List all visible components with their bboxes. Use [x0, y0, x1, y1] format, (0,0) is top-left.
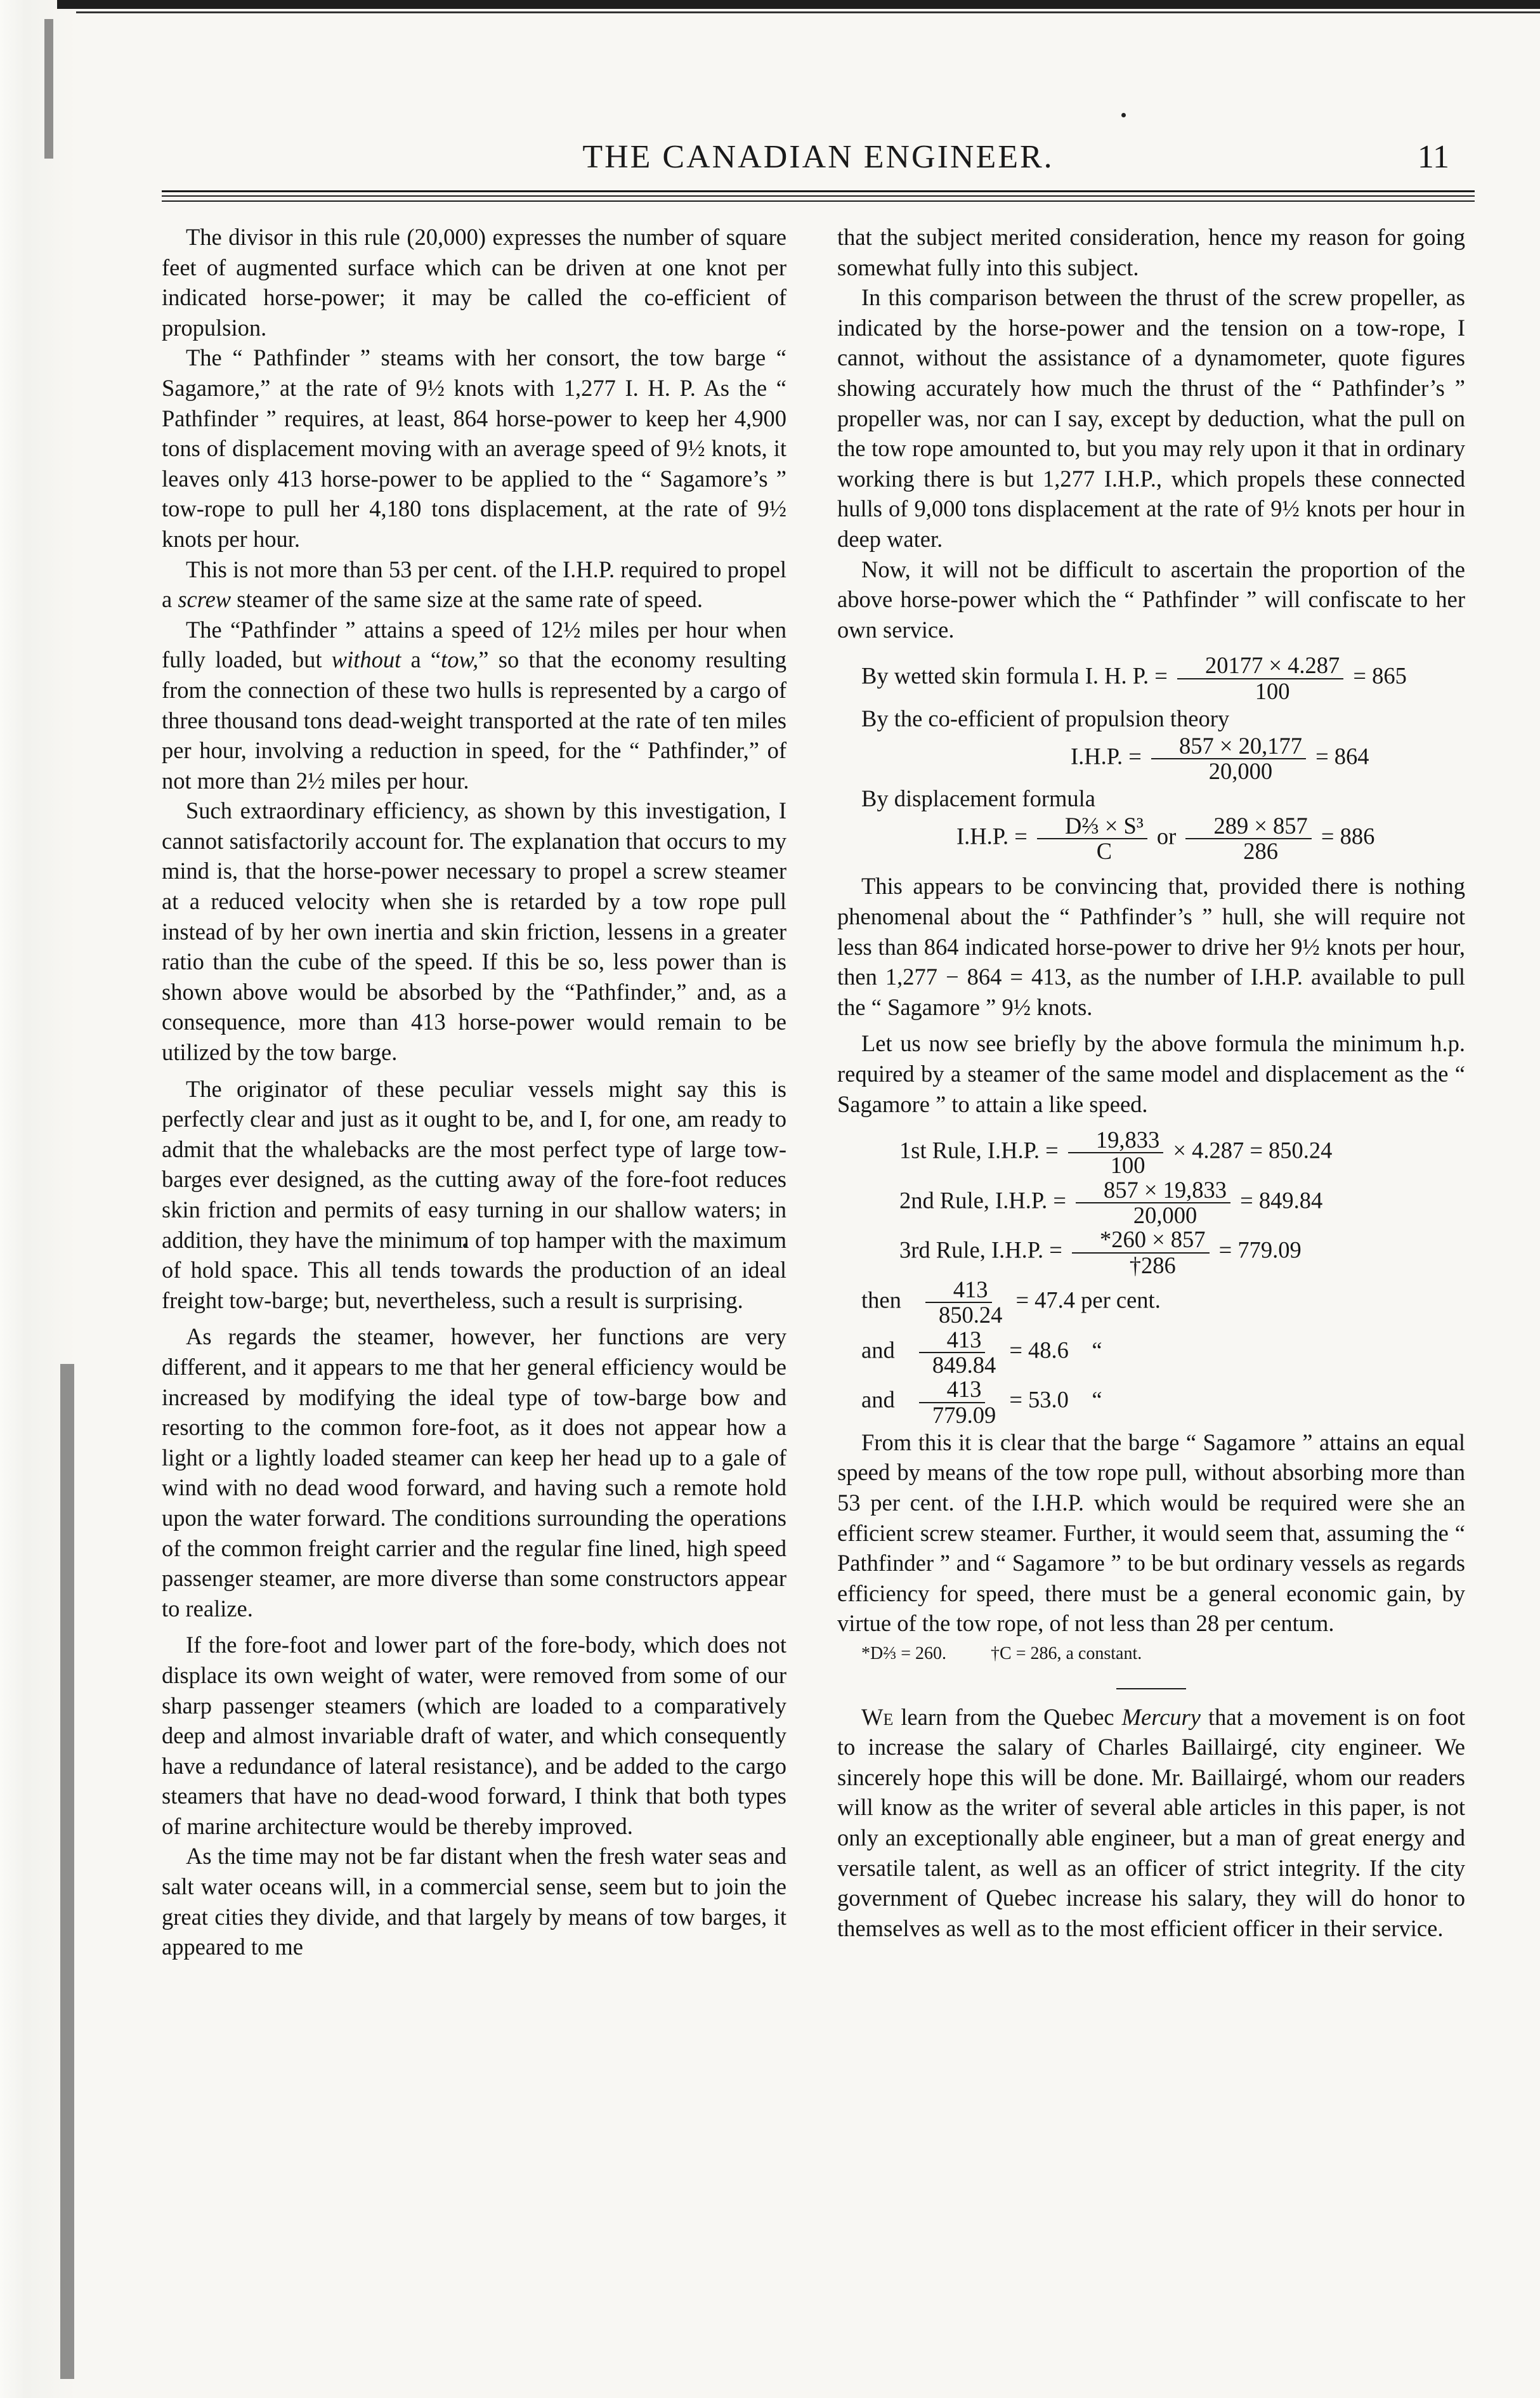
binding-shadow — [60, 1364, 74, 2379]
right-column — [837, 222, 1465, 1943]
paragraph: In this comparison between the thrust of the screw propeller, as indicated by the horse-power and the tension on a tow-rope, I cannot, without the assistance of a dynamometer, quote figures showing accurately how much the thrust of the “ Pathfinder’s ” propeller was, nor can I say, except by deduction, what the pull on the tow rope amounted to, but you may rely upon it that in ordinary working there is but 1,277 I.H.P., which propels these connected hulls of 9,000 tons displacement at the rate of 9½ knots per hour in deep water. — [837, 284, 1465, 552]
equation-label: By the co-efficient of propulsion theory — [861, 705, 1230, 731]
paragraph: As regards the steamer, however, her functions are very different, and it appears to me that her general efficiency would be increased by modifying the ideal type of tow-barge bow and resorting to the common fore-foot, as it does not appear how a light or a lightly loaded steamer can keep her head up to a gale of wind with no dead wood forward, and having such a remote hold upon the water forward. The conditions surrounding the operations of the common freight carrier and the regular fine lined, high speed passenger steamer, are more diverse than some constructors appear to realize. — [162, 1323, 786, 1622]
equation-propulsion: I.H.P. = $\frac{857 \times 20,177}{20,000}$ = 864 — [1071, 732, 1369, 784]
header-rule — [162, 200, 1475, 202]
paragraph: that the subject merited consideration, hence my reason for going somewhat fully into this subject. — [837, 224, 1465, 280]
ratio-equation: then $\frac{413}{850.24}$ = 47.4 per cent. — [861, 1276, 1161, 1328]
rule-3-equation: 3rd Rule, I.H.P. = $\frac{*260 \times 857}{\dagger 286}$ = 779.09 — [899, 1226, 1302, 1278]
print-speck — [1121, 113, 1126, 117]
equation-wetted-skin: By wetted skin formula I. H. P. = $\frac{20177 \times 4.287}{100}$ = 865 — [861, 652, 1407, 704]
paragraph: Now, it will not be difficult to ascertain the proportion of the above horse-power which the “ Pathfinder ” will confiscate to her own service. — [837, 556, 1465, 643]
header-rule — [162, 195, 1475, 197]
header-rule — [162, 190, 1475, 192]
paragraph: The “ Pathfinder ” steams with her consort, the tow barge “ Sagamore,” at the rate of 9½ knots with 1,277 I. H. P. As the “ Pathfinder ” requires, at least, 864 horse-power to keep her 4,900 tons of displacement moving with an average speed of 9½ knots, it leaves only 413 horse-power to be applied to the “ Sagamore’s ” tow-rope to pull her 4,180 tons displacement, at the rate of 9½ knots per hour. — [162, 344, 786, 552]
paragraph: Such extraordinary efficiency, as shown by this investigation, I cannot satisfactorily account for. The explanation that occurs to my mind is, that the horse-power necessary to propel a screw steamer at a reduced velocity when she is retarded by a tow rope pull instead of by her own inertia and skin friction, lessens in a greater ratio than the cube of the speed. If this be so, less power than is shown above would be absorbed by the “Pathfinder,” and, as a consequence, more than 413 horse-power would remain to be utilized by the tow barge. — [162, 797, 786, 1066]
paragraph: As the time may not be far distant when the fresh water seas and salt water oceans will, in a commercial sense, seem but to join the great cities they divide, and that largely by means of tow barges, it appeared to me — [162, 1843, 786, 1960]
page-header — [162, 133, 1475, 190]
paragraph: The “Pathfinder ” attains a speed of 12½ miles per hour when fully loaded, but without a “tow,” so that the economy resulting from the connection of these two hulls is represented by a cargo of three thousand tons dead-weight transported at the rate of ten miles per hour, involving a reduction in speed, for the “ Pathfinder,” of not more than 2½ miles per hour. — [162, 616, 786, 794]
top-border — [57, 0, 1540, 9]
paragraph: This appears to be convincing that, provided there is nothing phenomenal about the “ Pathfinder’s ” hull, she will require not less than 864 indicated horse-power to drive her 9½ knots per hour, then 1,277 − 864 = 413, as the number of I.H.P. available to pull the “ Sagamore ” 9½ knots. — [837, 873, 1465, 1020]
section-divider — [1116, 1688, 1186, 1689]
rule-2-equation: 2nd Rule, I.H.P. = $\frac{857 \times 19,833}{20,000}$ = 849.84 — [899, 1176, 1323, 1229]
equation-displacement: I.H.P. = $\frac{\text{D⅔ × S³}}{C}$ or $\frac{289 \times 857}{286}$ = 886 — [956, 812, 1375, 865]
paragraph: The originator of these peculiar vessels might say this is perfectly clear and just as it ought to be, and I, for one, am ready to admit that the whalebacks are the most perfect type of large tow-barges ever designed, as the cutting away of the fore-foot reduces skin friction and permits of easy turning in our shallow waters; in addition, they have the minimum of top hamper with the maximum of hold space. This all tends towards the production of an ideal freight tow-barge; but, nevertheless, such a result is surprising. — [162, 1075, 786, 1313]
paragraph: We learn from the Quebec Mercury that a movement is on foot to increase the salary of Charles Baillairgé, city engineer. We sincerely hope this will be done. Mr. Baillairgé, whom our readers will know as the writer of several able articles in this paper, is not only an exceptionally able engineer, but a man of great energy and versatile talent, as well as an officer of strict integrity. If the city government of Quebec increase his salary, they will do honor to themselves as well as to the most efficient officer in their service. — [837, 1703, 1466, 1941]
equation-label: By displacement formula — [861, 785, 1095, 812]
page-number: 11 — [1417, 139, 1449, 175]
paragraph: This is not more than 53 per cent. of the I.H.P. required to propel a screw steamer of the same size at the same rate of speed. — [162, 556, 786, 613]
running-title: THE CANADIAN ENGINEER. — [582, 139, 1054, 175]
paragraph: From this it is clear that the barge “ Sagamore ” attains an equal speed by means of the tow rope pull, without absorbing more than 53 per cent. of the I.H.P. which would be required were she an efficient screw steamer. Further, it would seem that, assuming the “ Pathfinder ” and “ Sagamore ” to be but ordinary vessels as regards efficiency for speed, there must be a general economic gain, by virtue of the tow rope, of not less than 28 per centum. — [837, 1429, 1465, 1637]
paragraph: The divisor in this rule (20,000) expresses the number of square feet of augmented surface which can be driven at one knot per indicated horse-power; it may be called the co-efficient of propulsion. — [162, 224, 786, 341]
ratio-equation: and $\frac{413}{849.84}$ = 48.6 “ — [861, 1326, 1102, 1378]
paragraph: If the fore-foot and lower part of the fore-body, which does not displace its own weight of water, were removed from some of our sharp passenger steamers (which are loaded to a comparatively deep and almost invariable draft of water, and which consequently have a redundance of lateral resistance), and be added to the cargo steamers that have no dead-wood forward, I think that both types of marine architecture would be thereby improved. — [162, 1632, 786, 1839]
ratio-equation: and $\frac{413}{779.09}$ = 53.0 “ — [861, 1376, 1102, 1428]
paragraph: Let us now see briefly by the above formula the minimum h.p. required by a steamer of the same model and displacement as the “ Sagamore ” to attain a like speed. — [837, 1030, 1465, 1117]
binding-shadow — [44, 19, 53, 159]
rule-1-equation: 1st Rule, I.H.P. = $\frac{19,833}{100}$ × 4.287 = 850.24 — [899, 1127, 1333, 1179]
top-border — [76, 11, 1540, 13]
left-column — [162, 222, 786, 1962]
footnote: *D⅔ = 260. †C = 286, a constant. — [861, 1644, 1142, 1664]
